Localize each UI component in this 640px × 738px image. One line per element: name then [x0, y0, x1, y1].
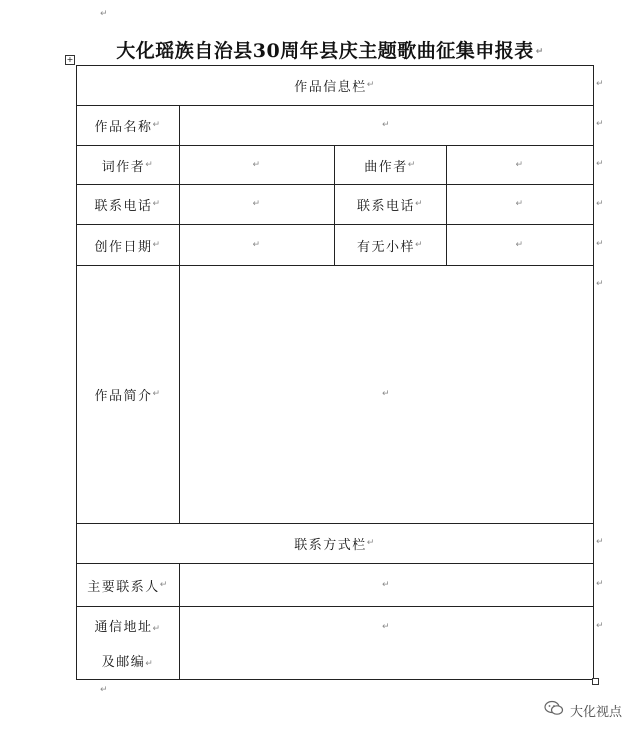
label-text: 有无小样 — [356, 239, 415, 255]
label-line — [102, 651, 155, 670]
paragraph-mark: ↵ — [381, 579, 392, 590]
paragraph-mark: ↵ — [414, 199, 425, 209]
field-demo[interactable] — [447, 225, 593, 265]
paragraph-mark: ↵ — [145, 159, 155, 170]
label-main-contact — [77, 564, 179, 606]
paragraph-mark: ↵ — [366, 538, 376, 548]
field-address[interactable] — [180, 607, 593, 647]
paragraph-mark: ↵ — [252, 159, 262, 170]
field-phone-lyricist[interactable] — [180, 185, 334, 224]
row-end-mark: ↵ — [596, 239, 604, 249]
paragraph-mark: ↵ — [381, 120, 392, 130]
row-end-mark: ↵ — [596, 79, 604, 89]
row-end-mark: ↵ — [596, 579, 604, 589]
field-composer[interactable] — [447, 146, 593, 184]
label-text: 创作日期 — [94, 239, 153, 255]
paragraph-mark: ↵ — [159, 579, 169, 590]
section-header-work-info — [77, 66, 593, 105]
paragraph-mark: ↵ — [515, 159, 525, 170]
paragraph-mark: ↵ — [535, 46, 544, 57]
wechat-icon — [544, 700, 564, 720]
field-work-name[interactable] — [180, 106, 593, 145]
label-text: 主要联系人 — [87, 579, 160, 595]
document-title — [60, 36, 600, 63]
label-text: 词作者 — [101, 159, 146, 175]
label-text: 通信地址 — [94, 620, 153, 635]
label-text: 曲作者 — [364, 159, 408, 175]
row-end-mark: ↵ — [596, 159, 604, 169]
label-text: 作品简介 — [94, 389, 153, 404]
label-phone-lyricist — [77, 185, 179, 224]
label-line — [94, 616, 161, 635]
field-main-contact[interactable] — [180, 564, 593, 606]
table-rule — [593, 65, 594, 680]
section-label: 作品信息栏 — [294, 80, 367, 95]
label-work-name — [77, 106, 179, 145]
section-label: 联系方式栏 — [294, 538, 367, 553]
field-phone-composer[interactable] — [447, 185, 593, 224]
label-lyricist — [77, 146, 179, 184]
section-header-contact — [77, 524, 593, 563]
paragraph-mark: ↵ — [152, 389, 162, 399]
label-text: 联系电话 — [94, 199, 153, 214]
field-lyricist[interactable] — [180, 146, 334, 184]
table-rule — [76, 679, 594, 680]
label-intro — [77, 266, 179, 523]
paragraph-mark: ↵ — [152, 120, 162, 130]
label-text: 联系电话 — [356, 199, 415, 214]
paragraph-mark: ↵ — [152, 239, 162, 250]
watermark-text: 大化视点 — [569, 704, 622, 720]
row-end-mark: ↵ — [596, 199, 604, 209]
label-demo — [335, 225, 446, 265]
label-text: 及邮编 — [101, 655, 146, 670]
paragraph-mark: ↵ — [145, 659, 155, 669]
table-move-handle-icon[interactable]: + — [66, 55, 74, 64]
field-intro[interactable] — [180, 266, 593, 523]
field-creation-date[interactable] — [180, 225, 334, 265]
label-composer — [335, 146, 446, 184]
watermark — [544, 700, 622, 720]
paragraph-mark: ↵ — [381, 621, 392, 632]
paragraph-mark: ↵ — [515, 199, 525, 209]
paragraph-mark: ↵ — [100, 9, 108, 19]
paragraph-mark: ↵ — [152, 624, 162, 634]
label-phone-composer — [335, 185, 446, 224]
paragraph-mark: ↵ — [414, 239, 425, 250]
paragraph-mark: ↵ — [100, 685, 108, 695]
label-text: 作品名称 — [94, 120, 153, 135]
label-creation-date — [77, 225, 179, 265]
paragraph-mark: ↵ — [407, 159, 417, 170]
table-resize-handle[interactable] — [592, 678, 599, 685]
paragraph-mark: ↵ — [152, 199, 162, 209]
paragraph-mark: ↵ — [381, 389, 392, 399]
row-end-mark: ↵ — [596, 621, 604, 631]
row-end-mark: ↵ — [596, 537, 604, 547]
paragraph-mark: ↵ — [252, 199, 262, 209]
paragraph-mark: ↵ — [366, 80, 376, 90]
title-text: 大化瑶族自治县30周年县庆主题歌曲征集申报表 — [116, 40, 534, 62]
row-end-mark: ↵ — [596, 119, 604, 129]
label-address — [77, 607, 179, 679]
paragraph-mark: ↵ — [252, 239, 262, 250]
row-end-mark: ↵ — [596, 279, 604, 289]
paragraph-mark: ↵ — [515, 239, 525, 250]
